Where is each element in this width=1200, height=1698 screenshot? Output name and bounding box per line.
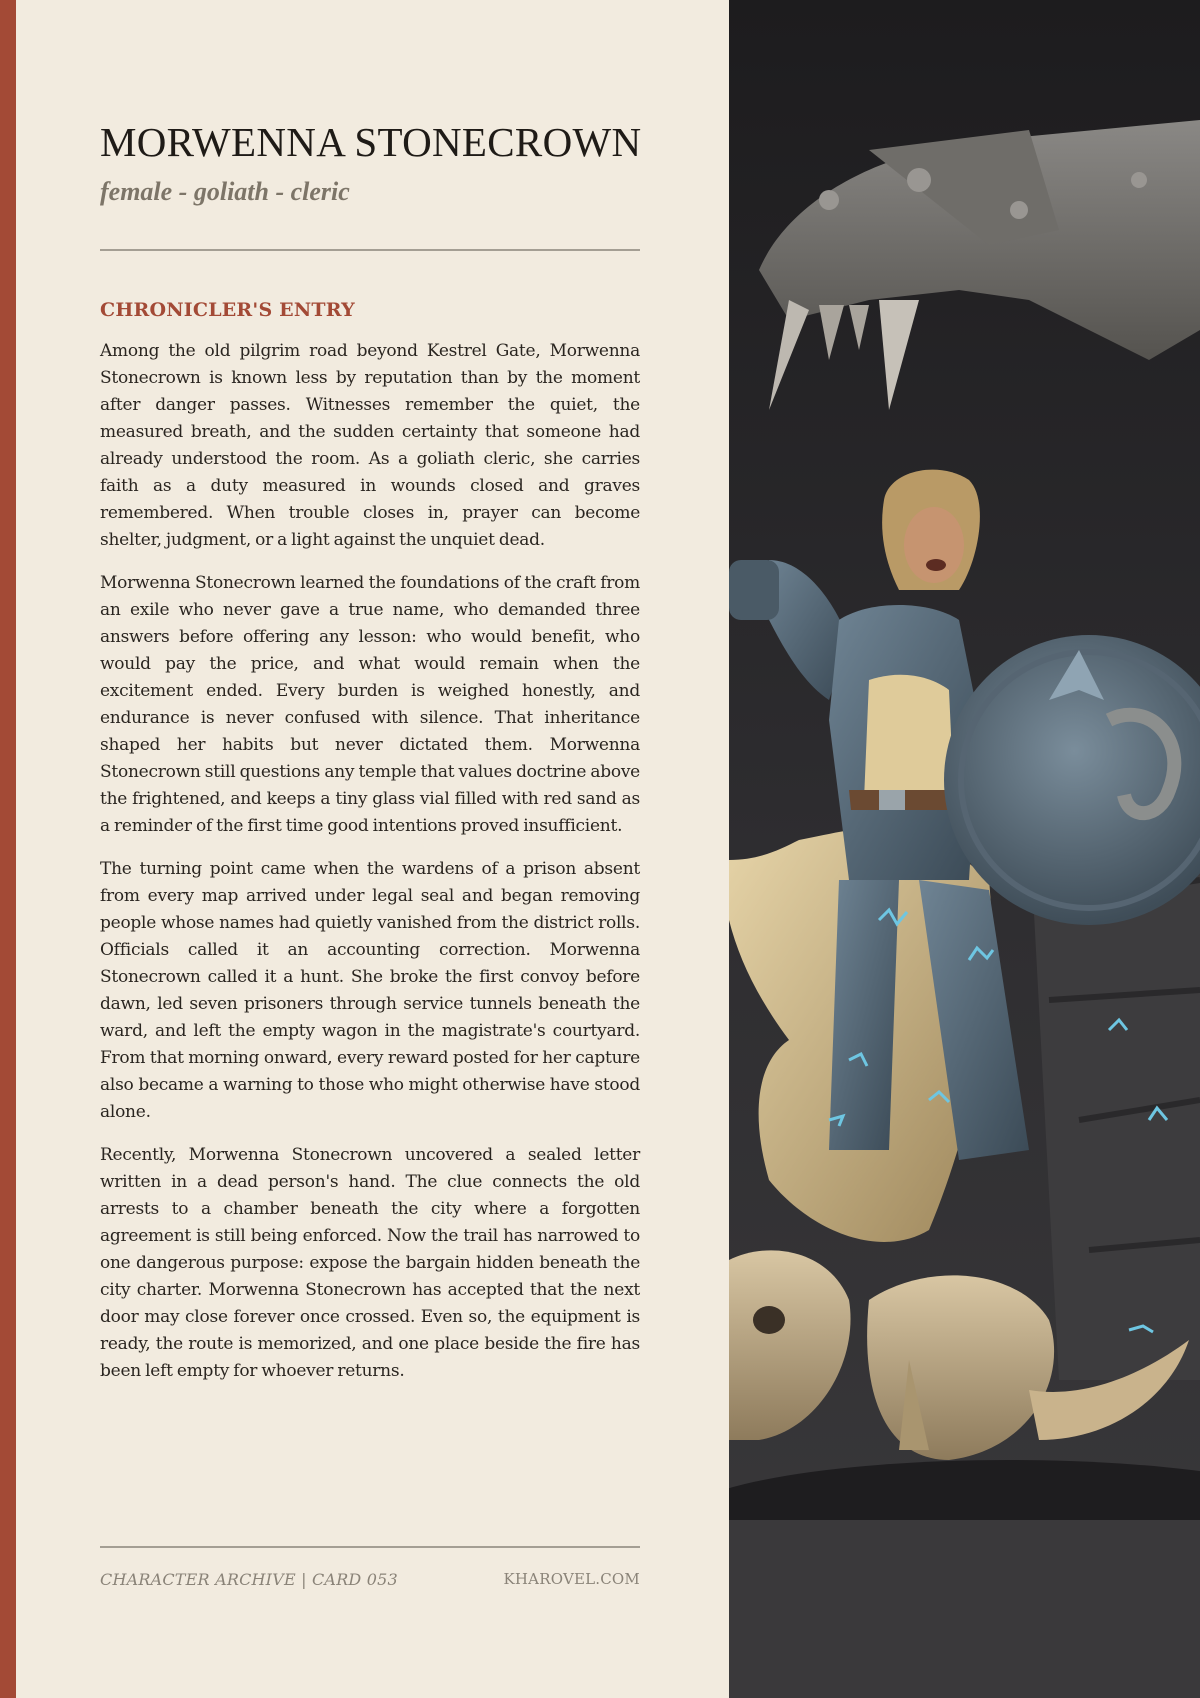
paragraph: The turning point came when the wardens of a prison absent from every map arrived under legal seal and began removing people whose names had quietly vanished from the district rolls. Officials called it an accounting correction. Morwenna Stonecrown called it a hunt. She broke the first convoy before dawn, led seven prisoners through service tunnels beneath the ward, and left the empty wagon in the magistrate's courtyard. From that morning onward, every reward posted for her capture also became a warning to those who might otherwise have stood alone. [100,859,640,1122]
face [904,507,964,583]
leg [829,880,899,1150]
site-link[interactable]: KHAROVEL.COM [503,1570,640,1588]
archive-label: CHARACTER ARCHIVE | CARD 053 [100,1570,398,1589]
paragraph: Morwenna Stonecrown learned the foundations of the craft from an exile who never gave a true name, who demanded three answers before offering any lesson: who would benefit, who would pay the price, and what would remain when the excitement ended. Every burden is weighed honestly, and endurance is never confused with silence. That inheritance shaped her habits but never dictated them. Morwenna Stonecrown still questions any temple that values doctrine above the frightened, and keeps a tiny glass vial filled with red sand as a reminder of the first time good intentions proved insufficient. [100,573,640,836]
chronicle-body [100,338,640,1401]
footer-divider [100,1546,640,1548]
header-divider [100,249,640,251]
paragraph: Recently, Morwenna Stonecrown uncovered a sealed letter written in a dead person's hand. The clue connects the old arrests to a chamber beneath the city where a forgotten agreement is still being enforced. Now the trail has narrowed to one dangerous purpose: expose the bargain hidden beneath the city charter. Morwenna Stonecrown has accepted that the next door may close forever once crossed. Even so, the equipment is ready, the route is memorized, and one place beside the fire has been left empty for whoever returns. [100,1145,640,1381]
character-name: MORWENNA STONECROWN [100,119,642,165]
character-card-text [100,0,640,1698]
paragraph: Among the old pilgrim road beyond Kestrel Gate, Morwenna Stonecrown is known less by reputation than by the moment after danger passes. Witnesses remember the quiet, the measured breath, and the sudden certainty that someone had already understood the room. As a goliath cleric, she carries faith as a duty measured in wounds closed and graves remembered. When trouble closes in, prayer can become shelter, judgment, or a light against the unquiet dead. [100,341,640,550]
section-heading: CHRONICLER'S ENTRY [100,299,355,321]
accent-bar [0,0,16,1698]
character-portrait-image [729,0,1200,1698]
character-subtitle: female - goliath - cleric [100,177,350,206]
